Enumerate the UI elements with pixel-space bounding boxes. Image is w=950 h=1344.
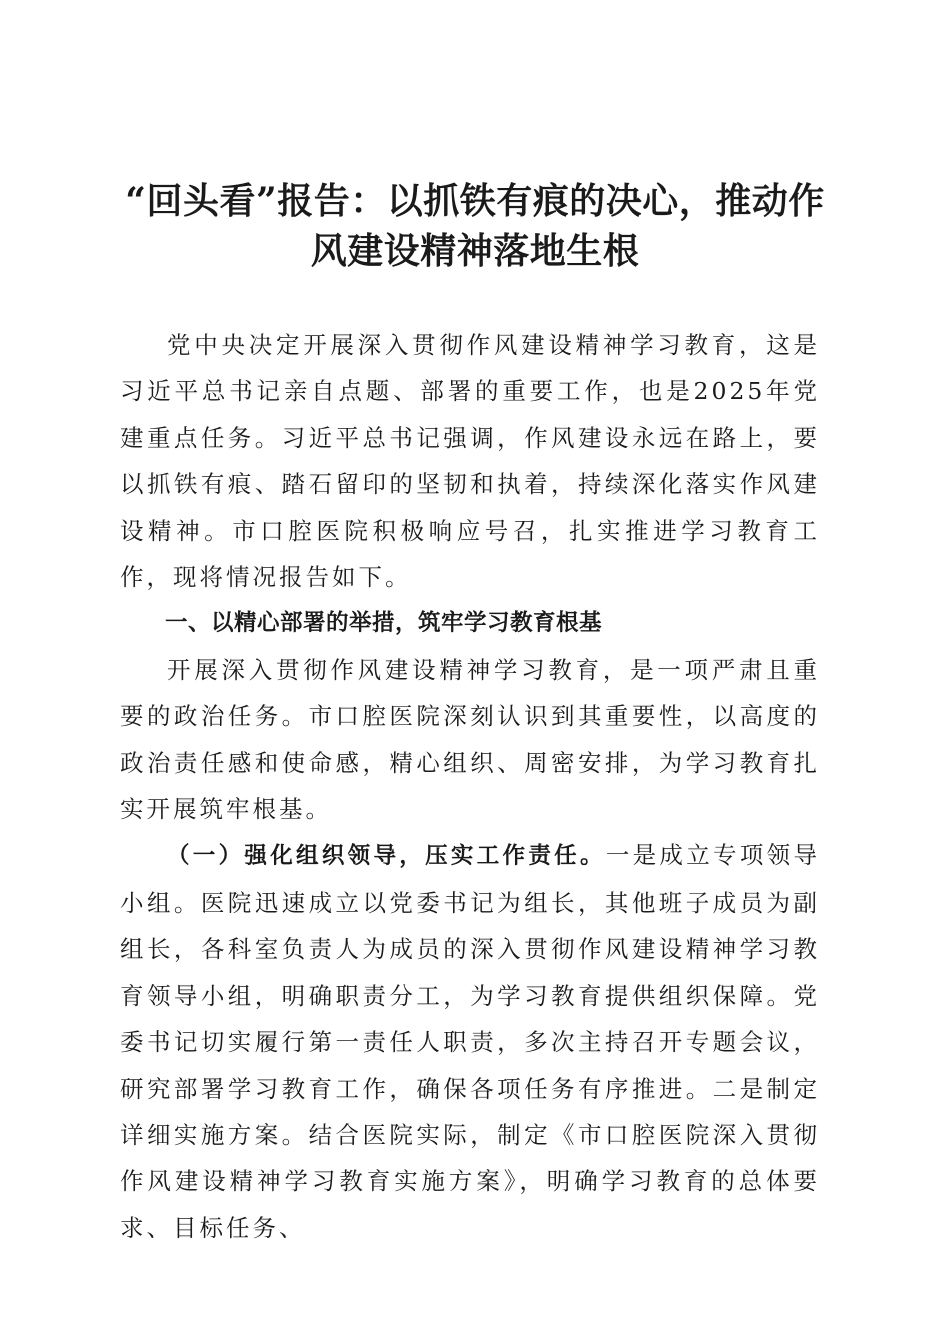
section-heading-1: 一、以精心部署的举措，筑牢学习教育根基 xyxy=(165,610,603,637)
section-1-paragraph: 开展深入贯彻作风建设精神学习教育，是一项严肃且重要的政治任务。市口腔医院深刻认识到其重要性，以高度的政治责任感和使命感，精心组织、周密安排，为学习教育扎实开展筑牢根基。 xyxy=(120,655,820,824)
subsection-paragraph xyxy=(120,832,820,1251)
intro-paragraph: 党中央决定开展深入贯彻作风建设精神学习教育，这是习近平总书记亲自点题、部署的重要工作，也是2025年党建重点任务。习近平总书记强调，作风建设永远在路上，要以抓铁有痕、踏石留印的坚韧和执着，持续深化落实作风建设精神。市口腔医院积极响应号召，扎实推进学习教育工作，现将情况报告如下。 xyxy=(120,331,820,592)
document-title: “回头看”报告：以抓铁有痕的决心，推动作风建设精神落地生根 xyxy=(125,180,825,272)
document-body xyxy=(120,322,820,1251)
subsection-lead: （一）强化组织领导，压实工作责任。 xyxy=(167,843,606,870)
subsection-text: 一是成立专项领导小组。医院迅速成立以党委书记为组长，其他班子成员为副组长，各科室负责人为成员的深入贯彻作风建设精神学习教育领导小组，明确职责分工，为学习教育提供组织保障。党委书记切实履行第一责任人职责，多次主持召开专题会议，研究部署学习教育工作，确保各项任务有序推进。二是制定详细实施方案。结合医院实际，制定《市口腔医院深入贯彻作风建设精神学习教育实施方案》，明确学习教育的总体要求、目标任务、 xyxy=(120,841,820,1242)
